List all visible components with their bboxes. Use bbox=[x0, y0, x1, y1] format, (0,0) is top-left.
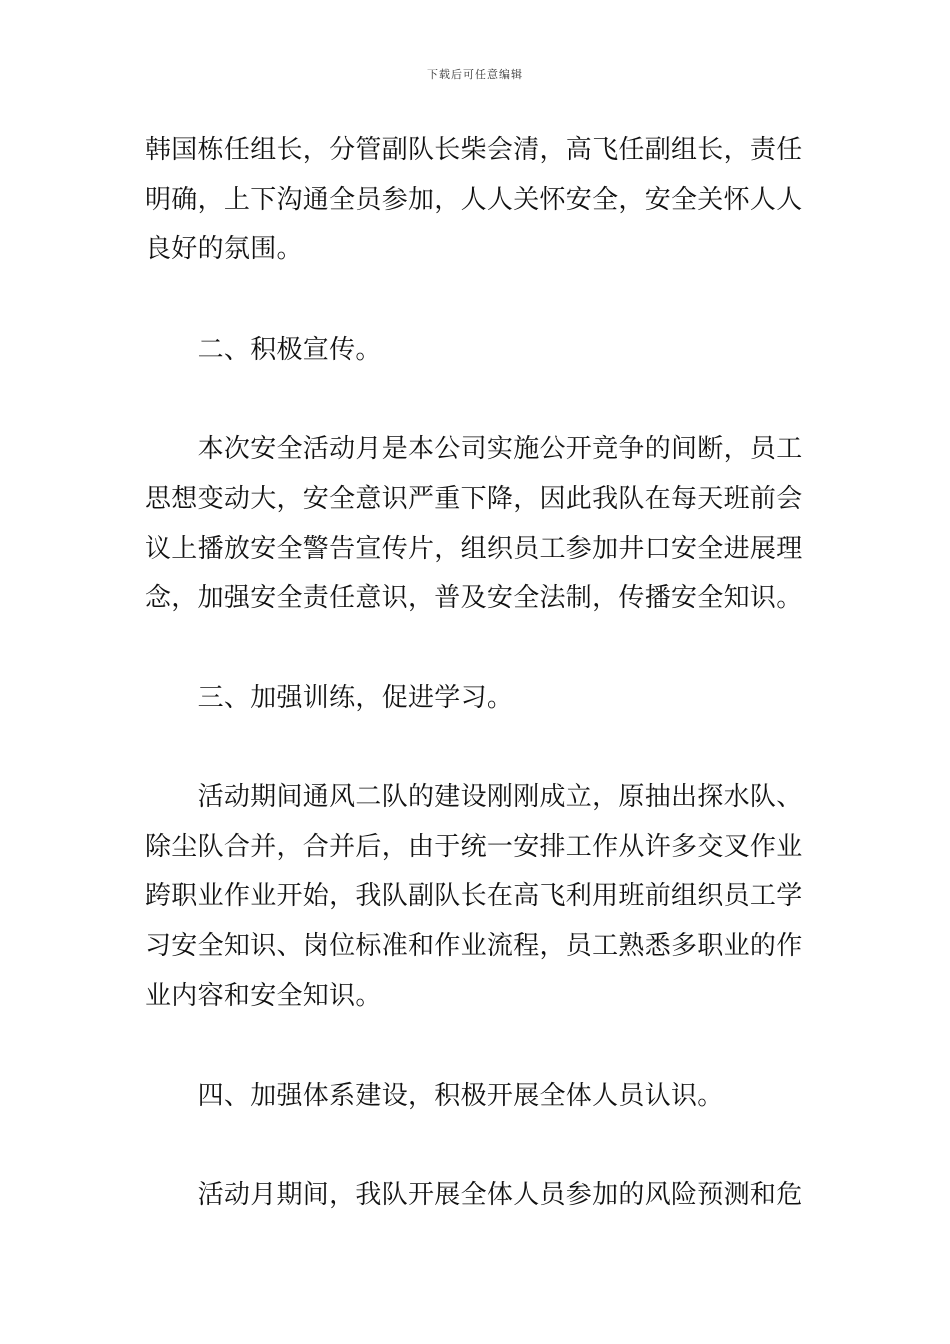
section-heading-3: 三、加强训练，促进学习。 bbox=[145, 683, 514, 713]
paragraph-2-line-3: 议上播放安全警告宣传片，组织员工参加井口安全进展理 bbox=[145, 534, 803, 564]
paragraph-3-line-4: 习安全知识、岗位标准和作业流程，员工熟悉多职业的作 bbox=[145, 931, 803, 961]
paragraph-4-line-1: 活动月期间，我队开展全体人员参加的风险预测和危 bbox=[145, 1180, 803, 1210]
paragraph-2-line-1: 本次安全活动月是本公司实施公开竞争的间断，员工 bbox=[145, 434, 803, 464]
paragraph-1-line-1: 韩国栋任组长，分管副队长柴会清，高飞任副组长，责任 bbox=[145, 135, 803, 165]
paragraph-3-line-1: 活动期间通风二队的建设刚刚成立，原抽出探水队、 bbox=[145, 782, 803, 812]
paragraph-3-line-3: 跨职业作业开始，我队副队长在高飞利用班前组织员工学 bbox=[145, 881, 803, 911]
section-heading-4: 四、加强体系建设，积极开展全体人员认识。 bbox=[145, 1081, 724, 1111]
paragraph-2-line-2: 思想变动大，安全意识严重下降，因此我队在每天班前会 bbox=[145, 484, 803, 514]
paragraph-1-line-3: 良好的氛围。 bbox=[145, 234, 303, 264]
paragraph-3-line-2: 除尘队合并，合并后，由于统一安排工作从许多交叉作业 bbox=[145, 832, 803, 862]
paragraph-3-line-5: 业内容和安全知识。 bbox=[145, 981, 382, 1011]
section-heading-2: 二、积极宣传。 bbox=[145, 335, 382, 365]
paragraph-2-line-4: 念，加强安全责任意识，普及安全法制，传播安全知识。 bbox=[145, 583, 803, 613]
paragraph-1-line-2: 明确，上下沟通全员参加，人人关怀安全，安全关怀人人 bbox=[145, 185, 803, 215]
header-note: 下载后可任意编辑 bbox=[427, 68, 523, 81]
